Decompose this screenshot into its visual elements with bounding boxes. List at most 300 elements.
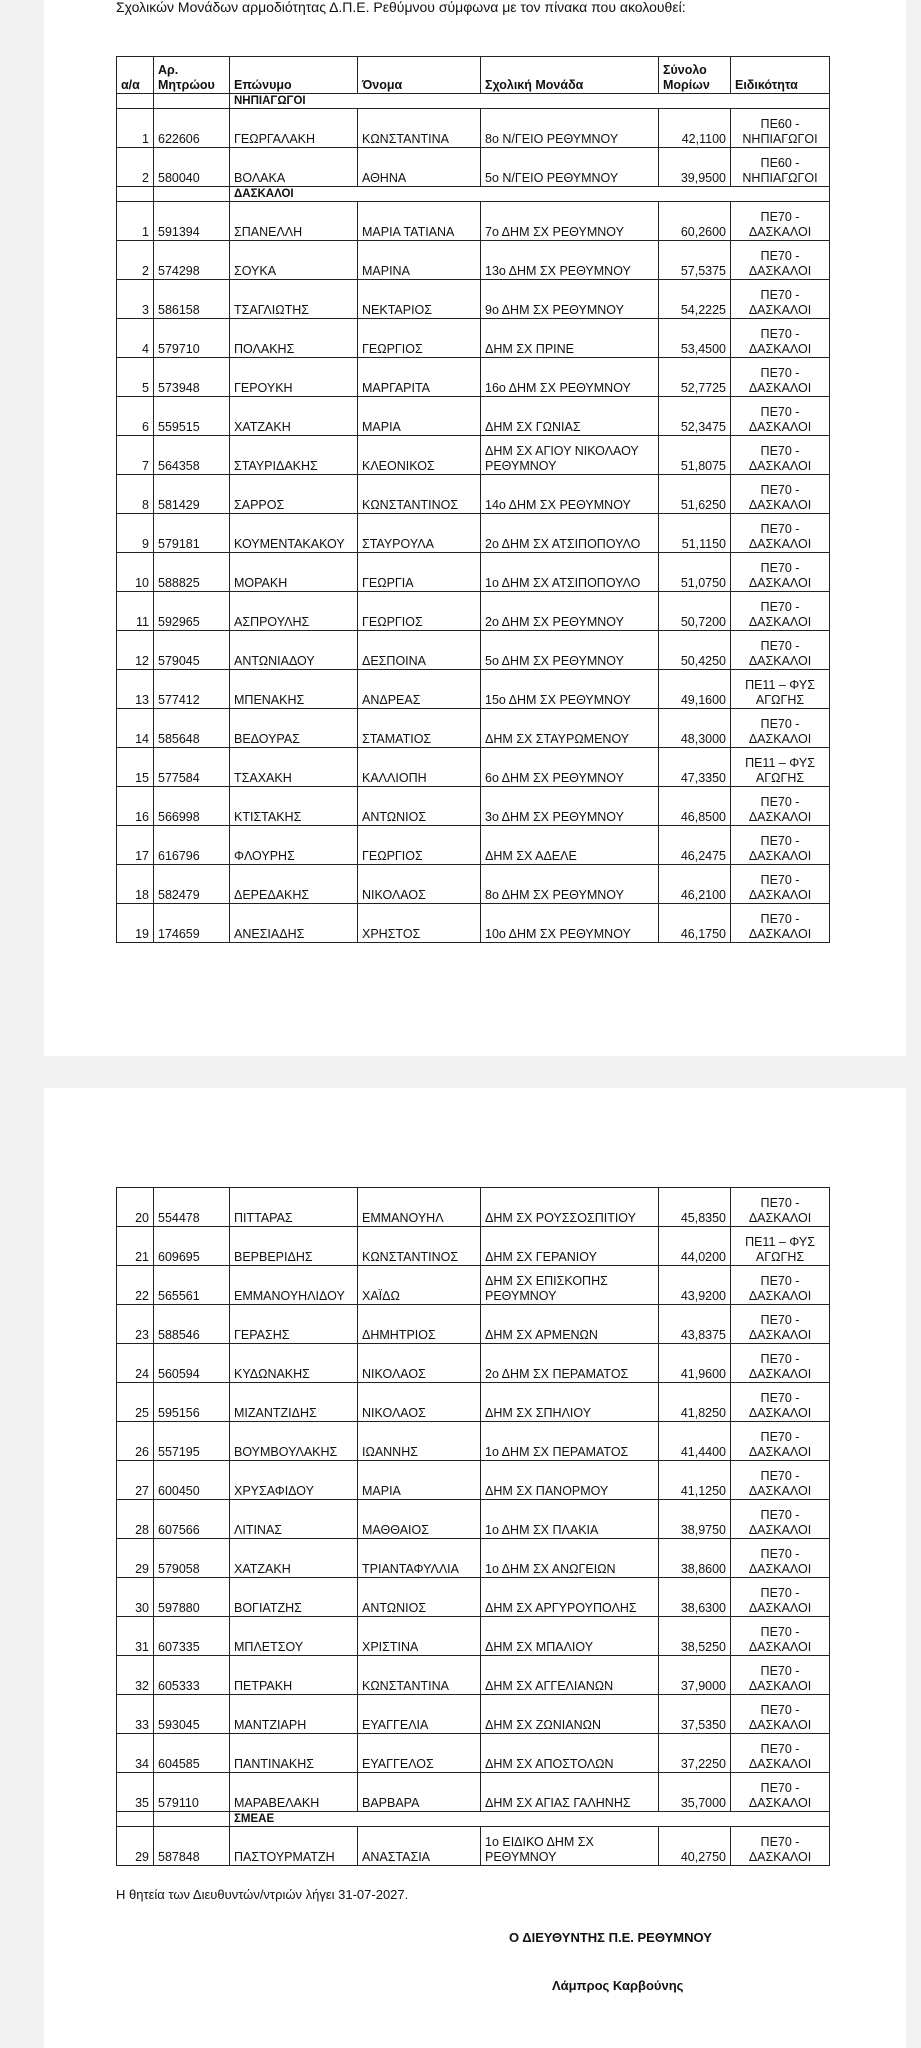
cell-aa: 27: [117, 1461, 154, 1500]
cell-name: ΤΡΙΑΝΤΑΦΥΛΛΙΑ: [358, 1539, 481, 1578]
table-row: [117, 1773, 830, 1812]
cell-aa: 16: [117, 787, 154, 826]
cell-points: 43,8375: [659, 1305, 731, 1344]
cell-aa: 29: [117, 1827, 154, 1866]
cell-points: 35,7000: [659, 1773, 731, 1812]
cell-aa: 13: [117, 670, 154, 709]
table-row: [117, 1656, 830, 1695]
cell-surname: ΜΑΡΑΒΕΛΑΚΗ: [230, 1773, 358, 1812]
cell-surname: ΜΑΝΤΖΙΑΡΗ: [230, 1695, 358, 1734]
cell-surname: ΠΑΣΤΟΥΡΜΑΤΖΗ: [230, 1827, 358, 1866]
cell-surname: ΓΕΡΑΣΗΣ: [230, 1305, 358, 1344]
table-row: [117, 1461, 830, 1500]
cell-surname: ΠΕΤΡΑΚΗ: [230, 1656, 358, 1695]
table-row: [117, 1344, 830, 1383]
cell-surname: ΒΟΥΜΒΟΥΛΑΚΗΣ: [230, 1422, 358, 1461]
cell-school: 8ο Ν/ΓΕΙΟ ΡΕΘΥΜΝΟΥ: [481, 109, 659, 148]
cell-ar: 607566: [154, 1500, 230, 1539]
cell-school: 6ο ΔΗΜ ΣΧ ΡΕΘΥΜΝΟΥ: [481, 748, 659, 787]
cell-name: ΜΑΡΙΑ ΤΑΤΙΑΝΑ: [358, 202, 481, 241]
cell-ar: 595156: [154, 1383, 230, 1422]
cell-name: ΕΜΜΑΝΟΥΗΛ: [358, 1188, 481, 1227]
cell-points: 52,7725: [659, 358, 731, 397]
cell-school: ΔΗΜ ΣΧ ΓΕΡΑΝΙΟΥ: [481, 1227, 659, 1266]
cell-surname: ΣΤΑΥΡΙΔΑΚΗΣ: [230, 436, 358, 475]
cell-surname: ΒΟΛΑΚΑ: [230, 148, 358, 187]
cell-specialty: ΠΕ70 - ΔΑΣΚΑΛΟΙ: [731, 1422, 830, 1461]
cell-school: ΔΗΜ ΣΧ ΠΑΝΟΡΜΟΥ: [481, 1461, 659, 1500]
cell-points: 46,2475: [659, 826, 731, 865]
cell-surname: ΛΙΤΙΝΑΣ: [230, 1500, 358, 1539]
cell-ar: 585648: [154, 709, 230, 748]
cell-ar: 604585: [154, 1734, 230, 1773]
cell-points: 41,9600: [659, 1344, 731, 1383]
cell-name: ΓΕΩΡΓΙΟΣ: [358, 319, 481, 358]
cell-surname: ΕΜΜΑΝΟΥΗΛΙΔΟΥ: [230, 1266, 358, 1305]
cell-points: 47,3350: [659, 748, 731, 787]
cell-school: 8ο ΔΗΜ ΣΧ ΡΕΘΥΜΝΟΥ: [481, 865, 659, 904]
cell-surname: ΜΠΕΝΑΚΗΣ: [230, 670, 358, 709]
cell-name: ΔΕΣΠΟΙΝΑ: [358, 631, 481, 670]
cell-surname: ΓΕΩΡΓΑΛΑΚΗ: [230, 109, 358, 148]
cell-points: 51,6250: [659, 475, 731, 514]
cell-ar: 591394: [154, 202, 230, 241]
table-row: [117, 1188, 830, 1227]
section-row-nipiagogoi: [117, 94, 830, 109]
cell-specialty: ΠΕ70 - ΔΑΣΚΑΛΟΙ: [731, 709, 830, 748]
cell-name: ΜΑΘΘΑΙΟΣ: [358, 1500, 481, 1539]
cell-surname: ΑΝΤΩΝΙΑΔΟΥ: [230, 631, 358, 670]
cell-ar: 592965: [154, 592, 230, 631]
cell-school: 1ο ΔΗΜ ΣΧ ΠΛΑΚΙΑ: [481, 1500, 659, 1539]
cell-aa: 29: [117, 1539, 154, 1578]
cell-points: 38,6300: [659, 1578, 731, 1617]
cell-surname: ΑΣΠΡΟΥΛΗΣ: [230, 592, 358, 631]
cell-ar: 579058: [154, 1539, 230, 1578]
cell-specialty: ΠΕ70 - ΔΑΣΚΑΛΟΙ: [731, 475, 830, 514]
cell-name: ΒΑΡΒΑΡΑ: [358, 1773, 481, 1812]
cell-specialty: ΠΕ70 - ΔΑΣΚΑΛΟΙ: [731, 1344, 830, 1383]
cell-aa: 2: [117, 241, 154, 280]
cell-aa: 23: [117, 1305, 154, 1344]
cell-aa: 6: [117, 397, 154, 436]
cell-points: 49,1600: [659, 670, 731, 709]
cell-points: 37,2250: [659, 1734, 731, 1773]
cell-ar: 580040: [154, 148, 230, 187]
cell-ar: 564358: [154, 436, 230, 475]
cell-school: ΔΗΜ ΣΧ ΑΠΟΣΤΟΛΩΝ: [481, 1734, 659, 1773]
table-row: [117, 631, 830, 670]
cell-school: ΔΗΜ ΣΧ ΖΩΝΙΑΝΩΝ: [481, 1695, 659, 1734]
cell-aa: 35: [117, 1773, 154, 1812]
cell-points: 48,3000: [659, 709, 731, 748]
cell-ar: 566998: [154, 787, 230, 826]
col-header-specialty: Ειδικότητα: [731, 57, 830, 94]
cell-ar: 605333: [154, 1656, 230, 1695]
cell-points: 51,8075: [659, 436, 731, 475]
cell-school: ΔΗΜ ΣΧ ΕΠΙΣΚΟΠΗΣ ΡΕΘΥΜΝΟΥ: [481, 1266, 659, 1305]
table-row: [117, 709, 830, 748]
cell-school: 1ο ΔΗΜ ΣΧ ΑΝΩΓΕΙΩΝ: [481, 1539, 659, 1578]
cell-ar: 554478: [154, 1188, 230, 1227]
cell-school: ΔΗΜ ΣΧ ΡΟΥΣΣΟΣΠΙΤΙΟΥ: [481, 1188, 659, 1227]
cell-name: ΜΑΡΙΑ: [358, 397, 481, 436]
cell-surname: ΜΙΖΑΝΤΖΙΔΗΣ: [230, 1383, 358, 1422]
cell-ar: 593045: [154, 1695, 230, 1734]
table-row: [117, 1227, 830, 1266]
cell-ar: 577412: [154, 670, 230, 709]
cell-specialty: ΠΕ70 - ΔΑΣΚΑΛΟΙ: [731, 592, 830, 631]
cell-aa: 1: [117, 109, 154, 148]
cell-name: ΧΡΗΣΤΟΣ: [358, 904, 481, 943]
cell-points: 38,5250: [659, 1617, 731, 1656]
cell-specialty: ΠΕ70 - ΔΑΣΚΑΛΟΙ: [731, 1578, 830, 1617]
cell-aa: 17: [117, 826, 154, 865]
empty-cell: [117, 187, 154, 202]
cell-name: ΧΑΪΔΩ: [358, 1266, 481, 1305]
cell-specialty: ΠΕ70 - ΔΑΣΚΑΛΟΙ: [731, 202, 830, 241]
cell-aa: 26: [117, 1422, 154, 1461]
cell-surname: ΤΣΑΓΛΙΩΤΗΣ: [230, 280, 358, 319]
cell-surname: ΔΕΡΕΔΑΚΗΣ: [230, 865, 358, 904]
cell-points: 38,8600: [659, 1539, 731, 1578]
cell-points: 39,9500: [659, 148, 731, 187]
cell-school: 16ο ΔΗΜ ΣΧ ΡΕΘΥΜΝΟΥ: [481, 358, 659, 397]
table-row: [117, 1500, 830, 1539]
table-row: [117, 1383, 830, 1422]
table-row: [117, 592, 830, 631]
cell-aa: 19: [117, 904, 154, 943]
cell-aa: 32: [117, 1656, 154, 1695]
cell-specialty: ΠΕ70 - ΔΑΣΚΑΛΟΙ: [731, 1773, 830, 1812]
cell-name: ΙΩΑΝΝΗΣ: [358, 1422, 481, 1461]
table-row: [117, 436, 830, 475]
cell-name: ΕΥΑΓΓΕΛΙΑ: [358, 1695, 481, 1734]
cell-school: 3ο ΔΗΜ ΣΧ ΡΕΘΥΜΝΟΥ: [481, 787, 659, 826]
cell-name: ΝΙΚΟΛΑΟΣ: [358, 1344, 481, 1383]
assignments-table-part-1: [116, 56, 830, 943]
cell-school: ΔΗΜ ΣΧ ΑΓΙΑΣ ΓΑΛΗΝΗΣ: [481, 1773, 659, 1812]
cell-surname: ΣΟΥΚΑ: [230, 241, 358, 280]
cell-specialty: ΠΕ70 - ΔΑΣΚΑΛΟΙ: [731, 865, 830, 904]
cell-specialty: ΠΕ70 - ΔΑΣΚΑΛΟΙ: [731, 1734, 830, 1773]
table-row: [117, 865, 830, 904]
cell-specialty: ΠΕ70 - ΔΑΣΚΑΛΟΙ: [731, 1656, 830, 1695]
table-row: [117, 148, 830, 187]
cell-surname: ΒΕΡΒΕΡΙΔΗΣ: [230, 1227, 358, 1266]
cell-specialty: ΠΕ70 - ΔΑΣΚΑΛΟΙ: [731, 1827, 830, 1866]
cell-specialty: ΠΕ70 - ΔΑΣΚΑΛΟΙ: [731, 1305, 830, 1344]
cell-points: 46,8500: [659, 787, 731, 826]
cell-ar: 588825: [154, 553, 230, 592]
cell-surname: ΣΠΑΝΕΛΛΗ: [230, 202, 358, 241]
cell-ar: 609695: [154, 1227, 230, 1266]
cell-ar: 565561: [154, 1266, 230, 1305]
col-header-ar: Αρ. Μητρώου: [154, 57, 230, 94]
cell-specialty: ΠΕ70 - ΔΑΣΚΑΛΟΙ: [731, 1695, 830, 1734]
cell-aa: 33: [117, 1695, 154, 1734]
table-row: [117, 109, 830, 148]
table-row: [117, 1578, 830, 1617]
empty-cell: [117, 1812, 154, 1827]
cell-ar: 616796: [154, 826, 230, 865]
cell-ar: 579110: [154, 1773, 230, 1812]
table-row: [117, 358, 830, 397]
cell-specialty: ΠΕ11 – ΦΥΣ ΑΓΩΓΗΣ: [731, 1227, 830, 1266]
cell-specialty: ΠΕ60 - ΝΗΠΙΑΓΩΓΟΙ: [731, 109, 830, 148]
table-row: [117, 553, 830, 592]
cell-ar: 573948: [154, 358, 230, 397]
cell-aa: 30: [117, 1578, 154, 1617]
intro-text: Σχολικών Μονάδων αρμοδιότητας Δ.Π.Ε. Ρεθύμνου σύμφωνα με τον πίνακα που ακολουθεί:: [116, 0, 686, 15]
table-row: [117, 397, 830, 436]
cell-school: ΔΗΜ ΣΧ ΠΡΙΝΕ: [481, 319, 659, 358]
cell-school: ΔΗΜ ΣΧ ΜΠΑΛΙΟΥ: [481, 1617, 659, 1656]
cell-name: ΓΕΩΡΓΙΑ: [358, 553, 481, 592]
cell-points: 40,2750: [659, 1827, 731, 1866]
cell-school: ΔΗΜ ΣΧ ΑΓΙΟΥ ΝΙΚΟΛΑΟΥ ΡΕΘΥΜΝΟΥ: [481, 436, 659, 475]
document-page-1: [44, 0, 906, 1056]
cell-ar: 174659: [154, 904, 230, 943]
signer-name: Λάμπρος Καρβούνης: [552, 1978, 684, 1993]
cell-aa: 9: [117, 514, 154, 553]
cell-specialty: ΠΕ70 - ΔΑΣΚΑΛΟΙ: [731, 787, 830, 826]
cell-aa: 31: [117, 1617, 154, 1656]
cell-aa: 18: [117, 865, 154, 904]
cell-name: ΝΙΚΟΛΑΟΣ: [358, 865, 481, 904]
cell-name: ΚΩΝΣΤΑΝΤΙΝΑ: [358, 109, 481, 148]
col-header-school: Σχολική Μονάδα: [481, 57, 659, 94]
table-row: [117, 1305, 830, 1344]
cell-points: 45,8350: [659, 1188, 731, 1227]
cell-school: ΔΗΜ ΣΧ ΑΓΓΕΛΙΑΝΩΝ: [481, 1656, 659, 1695]
cell-points: 38,9750: [659, 1500, 731, 1539]
cell-ar: 581429: [154, 475, 230, 514]
cell-surname: ΧΑΤΖΑΚΗ: [230, 1539, 358, 1578]
cell-ar: 574298: [154, 241, 230, 280]
cell-name: ΑΝΑΣΤΑΣΙΑ: [358, 1827, 481, 1866]
cell-specialty: ΠΕ70 - ΔΑΣΚΑΛΟΙ: [731, 1383, 830, 1422]
cell-specialty: ΠΕ70 - ΔΑΣΚΑΛΟΙ: [731, 1266, 830, 1305]
table-row: [117, 748, 830, 787]
cell-school: ΔΗΜ ΣΧ ΣΤΑΥΡΩΜΕΝΟΥ: [481, 709, 659, 748]
cell-school: ΔΗΜ ΣΧ ΓΩΝΙΑΣ: [481, 397, 659, 436]
cell-name: ΑΝΤΩΝΙΟΣ: [358, 1578, 481, 1617]
cell-aa: 11: [117, 592, 154, 631]
cell-points: 52,3475: [659, 397, 731, 436]
empty-cell: [154, 187, 230, 202]
cell-school: 1ο ΔΗΜ ΣΧ ΠΕΡΑΜΑΤΟΣ: [481, 1422, 659, 1461]
cell-school: ΔΗΜ ΣΧ ΑΡΜΕΝΩΝ: [481, 1305, 659, 1344]
cell-surname: ΠΙΤΤΑΡΑΣ: [230, 1188, 358, 1227]
cell-surname: ΜΠΛΕΤΣΟΥ: [230, 1617, 358, 1656]
cell-surname: ΒΕΔΟΥΡΑΣ: [230, 709, 358, 748]
cell-school: 2ο ΔΗΜ ΣΧ ΡΕΘΥΜΝΟΥ: [481, 592, 659, 631]
cell-ar: 600450: [154, 1461, 230, 1500]
table-row: [117, 1422, 830, 1461]
table-row: [117, 1827, 830, 1866]
cell-school: 2ο ΔΗΜ ΣΧ ΑΤΣΙΠΟΠΟΥΛΟ: [481, 514, 659, 553]
cell-surname: ΠΟΛΑΚΗΣ: [230, 319, 358, 358]
cell-specialty: ΠΕ70 - ΔΑΣΚΑΛΟΙ: [731, 1500, 830, 1539]
cell-ar: 577584: [154, 748, 230, 787]
cell-school: 9ο ΔΗΜ ΣΧ ΡΕΘΥΜΝΟΥ: [481, 280, 659, 319]
cell-points: 57,5375: [659, 241, 731, 280]
cell-ar: 597880: [154, 1578, 230, 1617]
col-header-points: Σύνολο Μορίων: [659, 57, 731, 94]
cell-name: ΣΤΑΜΑΤΙΟΣ: [358, 709, 481, 748]
cell-points: 53,4500: [659, 319, 731, 358]
cell-name: ΜΑΡΙΝΑ: [358, 241, 481, 280]
cell-name: ΜΑΡΙΑ: [358, 1461, 481, 1500]
cell-surname: ΚΤΙΣΤΑΚΗΣ: [230, 787, 358, 826]
cell-specialty: ΠΕ70 - ΔΑΣΚΑΛΟΙ: [731, 826, 830, 865]
cell-name: ΕΥΑΓΓΕΛΟΣ: [358, 1734, 481, 1773]
empty-cell: [154, 1812, 230, 1827]
cell-school: 14ο ΔΗΜ ΣΧ ΡΕΘΥΜΝΟΥ: [481, 475, 659, 514]
section-title: ΣΜΕΑΕ: [230, 1812, 830, 1827]
cell-ar: 582479: [154, 865, 230, 904]
cell-specialty: ΠΕ70 - ΔΑΣΚΑΛΟΙ: [731, 1188, 830, 1227]
cell-aa: 10: [117, 553, 154, 592]
cell-name: ΝΙΚΟΛΑΟΣ: [358, 1383, 481, 1422]
cell-school: 2ο ΔΗΜ ΣΧ ΠΕΡΑΜΑΤΟΣ: [481, 1344, 659, 1383]
cell-name: ΚΛΕΟΝΙΚΟΣ: [358, 436, 481, 475]
cell-points: 43,9200: [659, 1266, 731, 1305]
cell-ar: 586158: [154, 280, 230, 319]
cell-aa: 25: [117, 1383, 154, 1422]
cell-aa: 12: [117, 631, 154, 670]
cell-surname: ΠΑΝΤΙΝΑΚΗΣ: [230, 1734, 358, 1773]
cell-points: 50,7200: [659, 592, 731, 631]
table-row: [117, 1734, 830, 1773]
cell-specialty: ΠΕ70 - ΔΑΣΚΑΛΟΙ: [731, 1539, 830, 1578]
cell-name: ΓΕΩΡΓΙΟΣ: [358, 826, 481, 865]
cell-aa: 2: [117, 148, 154, 187]
table-header-row: [117, 57, 830, 94]
cell-aa: 15: [117, 748, 154, 787]
cell-ar: 587848: [154, 1827, 230, 1866]
cell-name: ΑΝΔΡΕΑΣ: [358, 670, 481, 709]
table-row: [117, 904, 830, 943]
cell-specialty: ΠΕ70 - ΔΑΣΚΑΛΟΙ: [731, 553, 830, 592]
cell-name: ΣΤΑΥΡΟΥΛΑ: [358, 514, 481, 553]
cell-surname: ΤΣΑΧΑΚΗ: [230, 748, 358, 787]
cell-name: ΚΩΝΣΤΑΝΤΙΝΟΣ: [358, 475, 481, 514]
section-title: ΝΗΠΙΑΓΩΓΟΙ: [230, 94, 830, 109]
cell-ar: 622606: [154, 109, 230, 148]
cell-ar: 579045: [154, 631, 230, 670]
cell-ar: 588546: [154, 1305, 230, 1344]
table-row: [117, 1539, 830, 1578]
section-row-smeae: [117, 1812, 830, 1827]
cell-name: ΜΑΡΓΑΡΙΤΑ: [358, 358, 481, 397]
cell-points: 37,5350: [659, 1695, 731, 1734]
cell-aa: 7: [117, 436, 154, 475]
cell-points: 44,0200: [659, 1227, 731, 1266]
cell-points: 46,2100: [659, 865, 731, 904]
term-note: Η θητεία των Διευθυντών/ντριών λήγει 31-07-2027.: [116, 1887, 409, 1902]
col-header-name: Όνομα: [358, 57, 481, 94]
table-row: [117, 826, 830, 865]
cell-surname: ΣΑΡΡΟΣ: [230, 475, 358, 514]
cell-points: 60,2600: [659, 202, 731, 241]
cell-surname: ΑΝΕΣΙΑΔΗΣ: [230, 904, 358, 943]
section-title: ΔΑΣΚΑΛΟΙ: [230, 187, 830, 202]
cell-aa: 28: [117, 1500, 154, 1539]
cell-points: 46,1750: [659, 904, 731, 943]
cell-specialty: ΠΕ70 - ΔΑΣΚΑΛΟΙ: [731, 1461, 830, 1500]
cell-name: ΚΑΛΛΙΟΠΗ: [358, 748, 481, 787]
cell-aa: 20: [117, 1188, 154, 1227]
cell-ar: 579710: [154, 319, 230, 358]
cell-surname: ΧΡΥΣΑΦΙΔΟΥ: [230, 1461, 358, 1500]
cell-school: ΔΗΜ ΣΧ ΑΡΓΥΡΟΥΠΟΛΗΣ: [481, 1578, 659, 1617]
cell-points: 41,8250: [659, 1383, 731, 1422]
cell-name: ΓΕΩΡΓΙΟΣ: [358, 592, 481, 631]
table-row: [117, 514, 830, 553]
cell-points: 51,0750: [659, 553, 731, 592]
cell-points: 37,9000: [659, 1656, 731, 1695]
table-row: [117, 241, 830, 280]
cell-name: ΧΡΙΣΤΙΝΑ: [358, 1617, 481, 1656]
cell-school: ΔΗΜ ΣΧ ΑΔΕΛΕ: [481, 826, 659, 865]
cell-aa: 21: [117, 1227, 154, 1266]
cell-school: 10ο ΔΗΜ ΣΧ ΡΕΘΥΜΝΟΥ: [481, 904, 659, 943]
director-title: Ο ΔΙΕΥΘΥΝΤΗΣ Π.Ε. ΡΕΘΥΜΝΟΥ: [509, 1930, 712, 1945]
document-page-2: [44, 1088, 906, 2048]
cell-name: ΚΩΝΣΤΑΝΤΙΝΟΣ: [358, 1227, 481, 1266]
cell-ar: 607335: [154, 1617, 230, 1656]
cell-surname: ΧΑΤΖΑΚΗ: [230, 397, 358, 436]
cell-points: 51,1150: [659, 514, 731, 553]
cell-ar: 559515: [154, 397, 230, 436]
cell-ar: 579181: [154, 514, 230, 553]
cell-points: 41,4400: [659, 1422, 731, 1461]
cell-school: 5ο ΔΗΜ ΣΧ ΡΕΘΥΜΝΟΥ: [481, 631, 659, 670]
cell-aa: 1: [117, 202, 154, 241]
cell-school: 1ο ΕΙΔΙΚΟ ΔΗΜ ΣΧ ΡΕΘΥΜΝΟΥ: [481, 1827, 659, 1866]
cell-specialty: ΠΕ70 - ΔΑΣΚΑΛΟΙ: [731, 241, 830, 280]
table-row: [117, 670, 830, 709]
cell-surname: ΚΟΥΜΕΝΤΑΚΑΚΟΥ: [230, 514, 358, 553]
table-row: [117, 787, 830, 826]
cell-ar: 557195: [154, 1422, 230, 1461]
cell-name: ΝΕΚΤΑΡΙΟΣ: [358, 280, 481, 319]
cell-school: 1ο ΔΗΜ ΣΧ ΑΤΣΙΠΟΠΟΥΛΟ: [481, 553, 659, 592]
cell-specialty: ΠΕ70 - ΔΑΣΚΑΛΟΙ: [731, 280, 830, 319]
cell-aa: 22: [117, 1266, 154, 1305]
cell-surname: ΓΕΡΟΥΚΗ: [230, 358, 358, 397]
cell-school: 13ο ΔΗΜ ΣΧ ΡΕΘΥΜΝΟΥ: [481, 241, 659, 280]
table-row: [117, 280, 830, 319]
cell-school: 5ο Ν/ΓΕΙΟ ΡΕΘΥΜΝΟΥ: [481, 148, 659, 187]
cell-name: ΔΗΜΗΤΡΙΟΣ: [358, 1305, 481, 1344]
cell-points: 42,1100: [659, 109, 731, 148]
cell-surname: ΒΟΓΙΑΤΖΗΣ: [230, 1578, 358, 1617]
empty-cell: [154, 94, 230, 109]
table-row: [117, 319, 830, 358]
cell-specialty: ΠΕ11 – ΦΥΣ ΑΓΩΓΗΣ: [731, 670, 830, 709]
cell-specialty: ΠΕ70 - ΔΑΣΚΑΛΟΙ: [731, 358, 830, 397]
cell-aa: 4: [117, 319, 154, 358]
table-row: [117, 475, 830, 514]
empty-cell: [117, 94, 154, 109]
col-header-surname: Επώνυμο: [230, 57, 358, 94]
cell-ar: 560594: [154, 1344, 230, 1383]
cell-aa: 34: [117, 1734, 154, 1773]
cell-specialty: ΠΕ70 - ΔΑΣΚΑΛΟΙ: [731, 436, 830, 475]
